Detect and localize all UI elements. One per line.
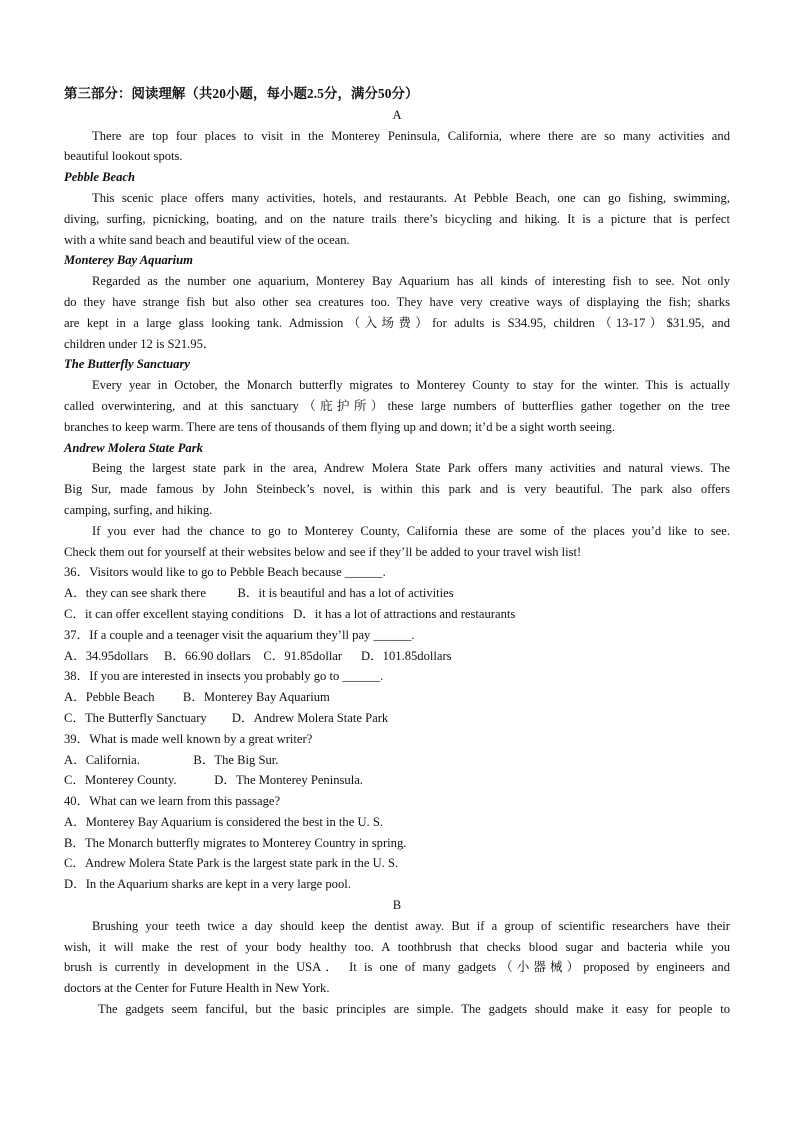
paragraph-line: are kept in a large glass looking tank. Admission（入场费）for adults is S34.95, children（13-17）$31.95, and (64, 315, 730, 330)
question-38-options: A．Pebble Beach B．Monterey Bay Aquarium (64, 690, 330, 705)
paragraph-line: diving, surfing, picnicking, boating, and on the nature trails there’s bicycling and hiking. It is a picture that is perfect (64, 211, 730, 226)
paragraph-line: Brushing your teeth twice a day should keep the dentist away. But if a group of scientific researchers have their (92, 918, 730, 933)
section-title-aquarium: Monterey Bay Aquarium (64, 253, 193, 268)
question-38-stem: 38．If you are interested in insects you probably go to ______. (64, 669, 384, 684)
intro-line: beautiful lookout spots. (64, 149, 183, 164)
section-title-andrew-molera: Andrew Molera State Park (64, 440, 203, 455)
paragraph-line: Every year in October, the Monarch butterfly migrates to Monterey County to stay for the winter. This is actually (92, 378, 730, 393)
exam-page (64, 84, 730, 1020)
intro-line: There are top four places to visit in the Monterey Peninsula, California, where there are so many activities and (92, 128, 730, 143)
question-40-option: C．Andrew Molera State Park is the largest state park in the U. S. (64, 856, 399, 871)
section-title-pebble-beach: Pebble Beach (64, 170, 135, 185)
passage-a-label: A (392, 107, 402, 122)
paragraph-line: camping, surfing, and hiking. (64, 502, 213, 517)
paragraph-line: brush is currently in development in the USA． It is one of many gadgets（小器械）proposed by engineers and (64, 960, 730, 975)
passage-b-label: B (392, 898, 402, 913)
question-39-stem: 39．What is made well known by a great writer? (64, 731, 313, 746)
paragraph-line: doctors at the Center for Future Health in New York. (64, 981, 330, 996)
paragraph-line: The gadgets seem fanciful, but the basic principles are simple. The gadgets should make it easy for people to (98, 1002, 730, 1017)
paragraph-line: This scenic place offers many activities, hotels, and restaurants. At Pebble Beach, one can go fishing, swimming, (92, 190, 730, 205)
paragraph-line: wish, it will make the rest of your body healthy too. A toothbrush that checks blood sugar and bacteria while you (64, 939, 730, 954)
question-39-options: C．Monterey County. D．The Monterey Peninsula. (64, 773, 363, 788)
paragraph-line: Big Sur, made famous by John Steinbeck’s novel, is within this park and is very beautiful. The park also offers (64, 482, 730, 497)
question-37-stem: 37．If a couple and a teenager visit the aquarium they’ll pay ______. (64, 627, 415, 642)
question-36-stem: 36．Visitors would like to go to Pebble Beach because ______. (64, 565, 386, 580)
question-40-option: B．The Monarch butterfly migrates to Monterey Country in spring. (64, 835, 407, 850)
paragraph-line: do they have strange fish but also other sea creatures too. They have very creative ways of displaying the fish; sharks (64, 294, 730, 309)
question-40-option: A．Monterey Bay Aquarium is considered the best in the U. S. (64, 814, 383, 829)
question-36-options: C．it can offer excellent staying conditions D．it has a lot of attractions and restaurants (64, 606, 516, 621)
question-40-option: D．In the Aquarium sharks are kept in a very large pool. (64, 877, 351, 892)
paragraph-line: If you ever had the chance to go to Monterey County, California these are some of the places you’d like to see. (92, 523, 730, 538)
section-title-butterfly-sanctuary: The Butterfly Sanctuary (64, 357, 190, 372)
question-38-options: C．The Butterfly Sanctuary D．Andrew Molera State Park (64, 710, 389, 725)
paragraph-line: children under 12 is S21.95． (64, 336, 216, 351)
paragraph-line: branches to keep warm. There are tens of thousands of them flying up and down; it’d be a sight worth seeing. (64, 419, 615, 434)
paragraph-line: Check them out for yourself at their websites below and see if they’ll be added to your travel wish list! (64, 544, 582, 559)
section-heading: 第三部分：阅读理解（共20小题，每小题2.5分，满分50分） (64, 86, 419, 101)
paragraph-line: with a white sand beach and beautiful view of the ocean. (64, 232, 350, 247)
paragraph-line: Regarded as the number one aquarium, Monterey Bay Aquarium has all kinds of interesting fish to see. Not only (92, 274, 730, 289)
question-37-options: A．34.95dollars B．66.90 dollars C．91.85dollar D．101.85dollars (64, 648, 452, 663)
paragraph-line: Being the largest state park in the area, Andrew Molera State Park offers many activities and natural views. The (92, 461, 730, 476)
question-40-stem: 40．What can we learn from this passage? (64, 794, 281, 809)
question-39-options: A．California. B．The Big Sur. (64, 752, 279, 767)
question-36-options: A．they can see shark there B．it is beautiful and has a lot of activities (64, 586, 454, 601)
paragraph-line: called overwintering, and at this sanctuary（庇护所）these large numbers of butterflies gather together on the tree (64, 398, 730, 413)
